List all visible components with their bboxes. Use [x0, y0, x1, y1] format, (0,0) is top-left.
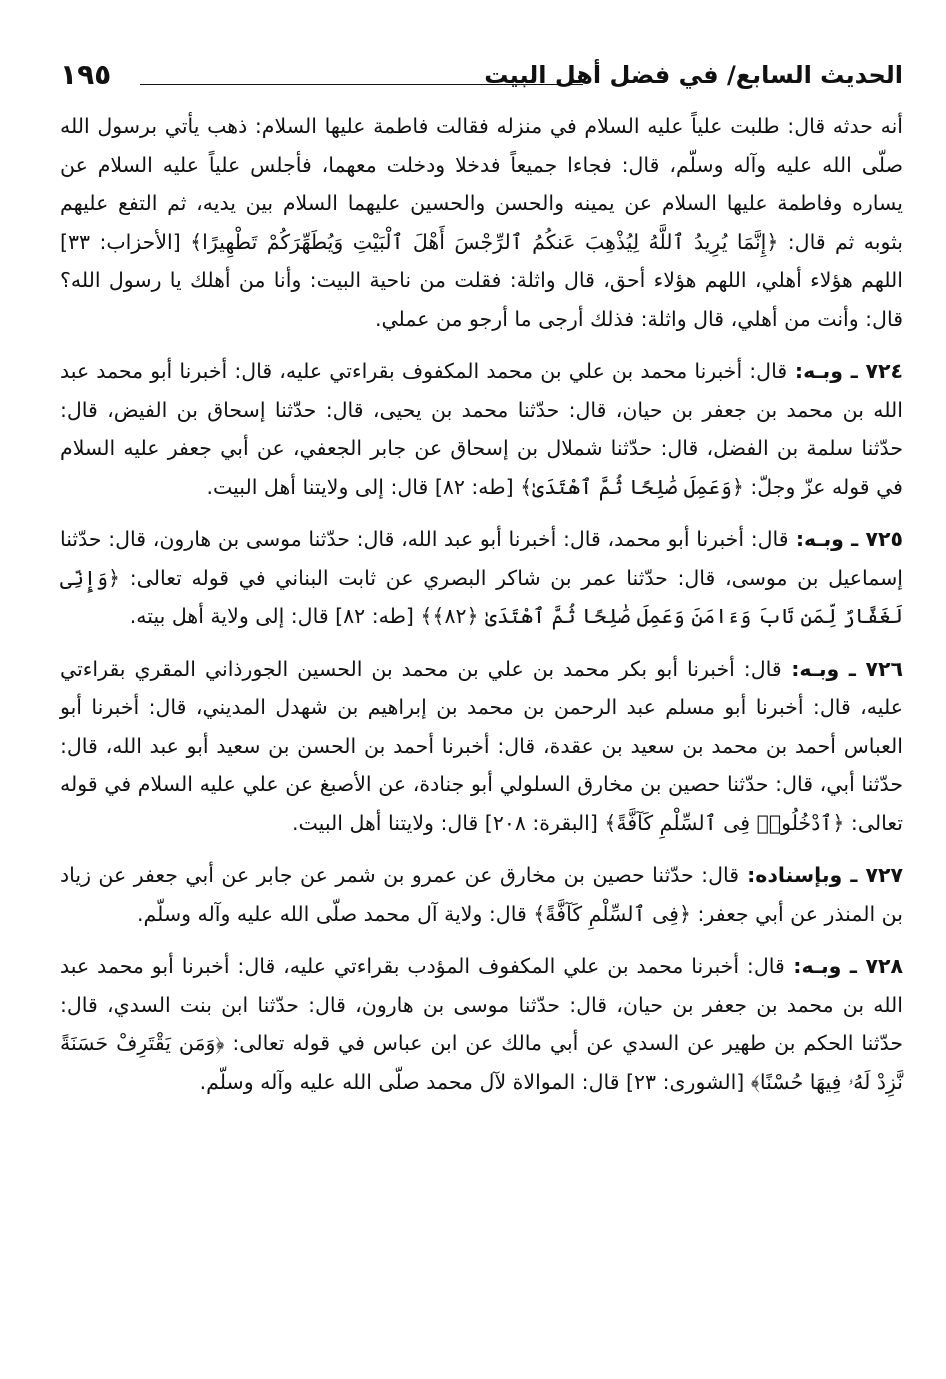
quran-verse: ﴿وَإِنِّى لَغَفَّارٌ لِّمَن تَابَ وَءَامَنَ وَعَمِلَ صَٰلِحًا ثُمَّ ٱهْتَدَىٰ ﴿٨٢﴾﴾ — [60, 565, 903, 628]
text: قال: ولاية آل محمد صلّى الله عليه وآله وسلّم. — [137, 901, 534, 926]
hadith-726 — [60, 650, 903, 843]
page — [60, 55, 903, 1101]
header-rule — [140, 84, 583, 85]
quran-verse: ﴿فِى ٱلسِّلْمِ كَآفَّةً﴾ — [533, 901, 691, 926]
text: أنه حدثه قال: طلبت علياً عليه السلام في منزله فقالت فاطمة عليها السلام: ذهب يأتي برسول الله صلّى الله عليه وآله وسلّم، قال: فجاءا جميعاً فدخلا ودخلت معهما، فأجلس علياً عليه السلام عن يساره وفاطمة عليها السلام عن يمينه والحسن والحسين عليهما السلام بين يديه، ثم التفع عليهم بثوبه ثم قال: — [60, 114, 903, 254]
quran-verse: ﴿إِنَّمَا يُرِيدُ ٱللَّهُ لِيُذْهِبَ عَنكُمُ ٱلرِّجْسَ أَهْلَ ٱلْبَيْتِ وَيُطَهِّرَكُمْ تَطْهِيرًا﴾ — [190, 229, 779, 254]
hadith-lead: ـ وبـه: — [788, 527, 866, 551]
page-number: ١٩٥ — [60, 58, 112, 91]
hadith-number: ٧٢٧ — [865, 863, 903, 887]
hadith-724 — [60, 352, 903, 506]
text: قال: أخبرنا أبو محمد، قال: أخبرنا أبو عبد الله، قال: حدّثنا موسى بن هارون، قال: حدّثنا إسماعيل بن موسى، قال: حدّثنا عمر بن شاكر البصري عن ثابت البناني في قوله تعالى: — [60, 527, 903, 590]
hadith-lead: ـ وبـه: — [784, 954, 866, 978]
paragraph-continuation — [60, 107, 903, 338]
text: [البقرة: ٢٠٨] قال: ولايتنا أهل البيت. — [291, 810, 605, 835]
quran-verse: ﴿وَمَن يَقْتَرِفْ حَسَنَةً نَّزِدْ لَهُۥ فِيهَا حُسْنًا﴾ — [60, 1031, 903, 1094]
hadith-lead: ـ وبـه: — [781, 656, 866, 681]
text: [طه: ٨٢] قال: إلى ولايتنا أهل البيت. — [206, 474, 521, 499]
text: قال: حدّثنا حصين بن مخارق عن عمرو بن شمر عن جابر عن أبي جعفر عن زياد بن المنذر عن أبي جعفر: — [60, 863, 903, 926]
hadith-number: ٧٢٤ — [865, 359, 903, 383]
hadith-725 — [60, 520, 903, 636]
quran-verse: ﴿وَعَمِلَ صَٰلِحًا ثُمَّ ٱهْتَدَىٰ﴾ — [520, 474, 744, 499]
text: قال: أخبرنا محمد بن علي بن محمد المكفوف بقراءتي عليه، قال: أخبرنا أبو محمد عبد الله بن محمد بن جعفر بن حيان، قال: حدّثنا محمد بن يحيى، قال: حدّثنا إسحاق بن الفيض، قال: حدّثنا سلمة بن الفضل، قال: حدّثنا شملال بن إسحاق عن جابر الجعفي، عن أبي جعفر عليه السلام في قوله عزّ وجلّ: — [60, 359, 903, 499]
hadith-number: ٧٢٥ — [865, 527, 903, 551]
text: [طه: ٨٢] قال: إلى ولاية أهل بيته. — [129, 604, 421, 628]
chapter-title: الحديث السابع/ في فضل أهل البيت — [484, 61, 903, 89]
hadith-lead: ـ وبإسناده: — [739, 863, 866, 887]
text: [الشورى: ٢٣] قال: الموالاة لآل محمد صلّى الله عليه وآله وسلّم. — [199, 1069, 751, 1094]
text: قال: أخبرنا محمد بن علي المكفوف المؤدب بقراءتي عليه، قال: أخبرنا أبو محمد عبد الله بن محمد بن جعفر بن حيان، قال: حدّثنا موسى بن هارون، قال: حدّثنا ابن بنت السدي، قال: حدّثنا الحكم بن طهير عن السدي عن أبي مالك عن ابن عباس في قوله تعالى: — [60, 954, 904, 1055]
hadith-727 — [60, 856, 903, 933]
text: [الأحزاب: ٣٣] اللهم هؤلاء أهلي، اللهم هؤلاء أحق، قال واثلة: فقلت من ناحية البيت: وأنا من أهلك يا رسول الله؟ قال: وأنت من أهلي، قال واثلة: فذلك أرجى ما أرجو من عملي. — [60, 229, 903, 331]
hadith-number: ٧٢٦ — [865, 656, 903, 681]
hadith-number: ٧٢٨ — [865, 954, 903, 978]
hadith-728 — [60, 947, 903, 1101]
text: قال: أخبرنا أبو بكر محمد بن علي بن محمد بن الحسين الجورذاني المقري بقراءتي عليه، قال: أخبرنا أبو مسلم عبد الرحمن بن محمد بن إبراهيم بن شهدل المديني، قال: أخبرنا أبو العباس أحمد بن محمد بن سعيد بن عقدة، قال: أخبرنا أحمد بن الحسن بن سعيد أبو عبد الله، قال: حدّثنا أبي، قال: حدّثنا حصين بن مخارق السلولي أبو جنادة، عن الأصبغ عن علي عليه السلام في قوله تعالى: — [60, 656, 903, 835]
quran-verse: ﴿ٱدْخُلُوا۟ فِى ٱلسِّلْمِ كَآفَّةً﴾ — [604, 810, 845, 835]
hadith-lead: ـ وبـه: — [787, 359, 866, 383]
running-header — [60, 55, 903, 95]
